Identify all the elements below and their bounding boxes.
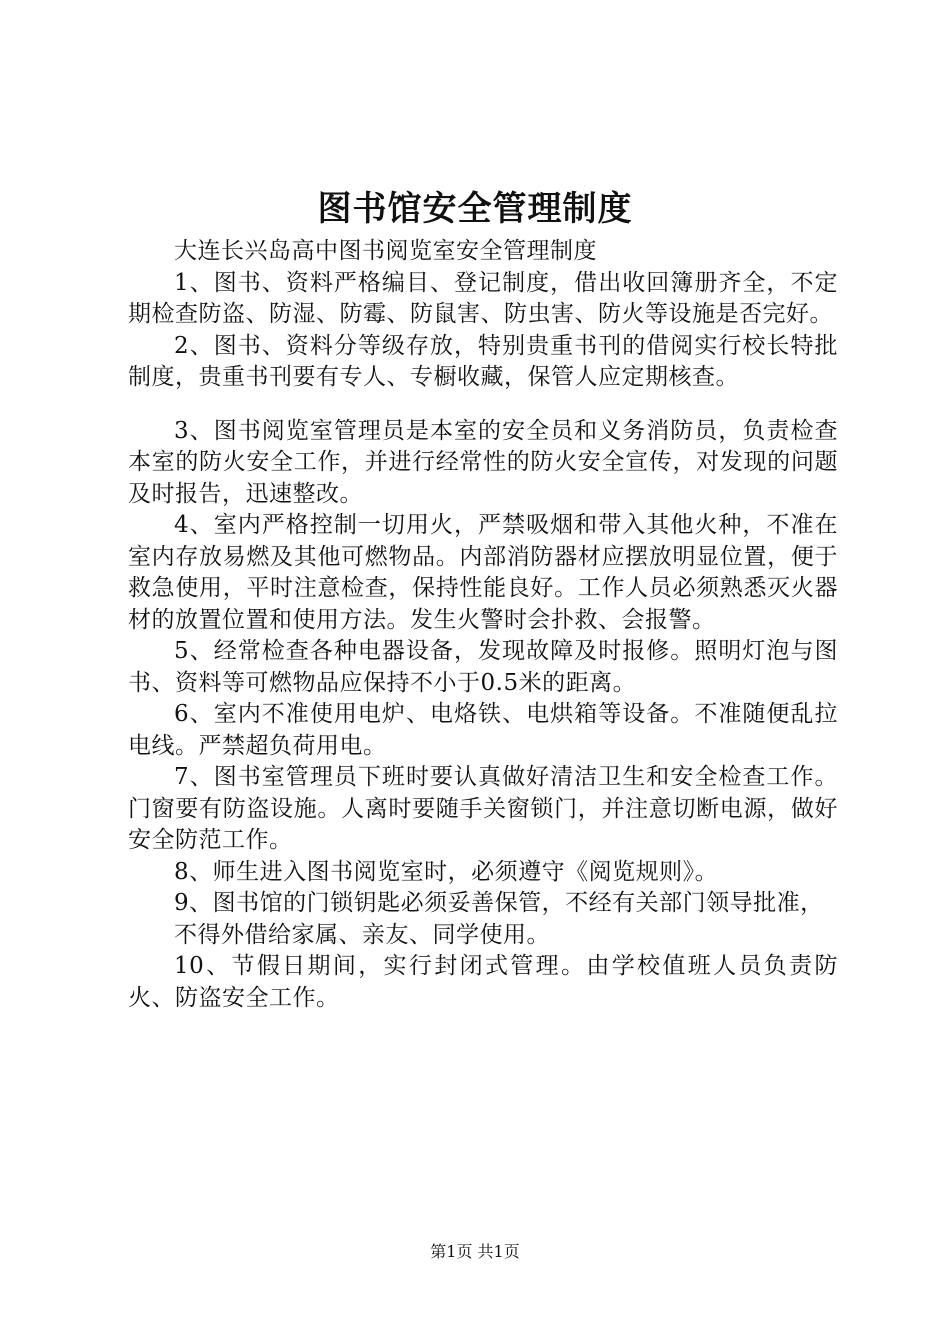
- rule-paragraph-6: 6、室内不准使用电炉、电烙铁、电烘箱等设备。不准随便乱拉电线。严禁超负荷用电。: [128, 701, 838, 759]
- rule-paragraph-5: 5、经常检查各种电器设备，发现故障及时报修。照明灯泡与图书、资料等可燃物品应保持不小于0.5米的距离。: [128, 638, 838, 696]
- subtitle-paragraph: 大连长兴岛高中图书阅览室安全管理制度: [174, 238, 597, 264]
- rule-paragraph-4: 4、室内严格控制一切用火，严禁吸烟和带入其他火种，不准在室内存放易燃及其他可燃物品。内部消防器材应摆放明显位置，便于救急使用，平时注意检查，保持性能良好。工作人员必须熟悉灭火器材的放置位置和使用方法。发生火警时会扑救、会报警。: [128, 512, 838, 633]
- document-title: 图书馆安全管理制度: [317, 189, 633, 229]
- rule-paragraph-2: 2、图书、资料分等级存放，特别贵重书刊的借阅实行校长特批制度，贵重书刊要有专人、专橱收藏，保管人应定期核查。: [128, 332, 838, 390]
- rule-paragraph-3: 3、图书阅览室管理员是本室的安全员和义务消防员，负责检查本室的防火安全工作，并进行经常性的防火安全宣传，对发现的问题及时报告，迅速整改。: [128, 417, 838, 507]
- rule-paragraph-9: 9、图书馆的门锁钥匙必须妥善保管，不经有关部门领导批准，: [174, 890, 824, 916]
- document-body: [128, 236, 838, 1014]
- rule-paragraph-10: 10、节假日期间，实行封闭式管理。由学校值班人员负责防火、防盗安全工作。: [128, 953, 838, 1011]
- rule-paragraph-1: 1、图书、资料严格编目、登记制度，借出收回簿册齐全，不定期检查防盗、防湿、防霉、防鼠害、防虫害、防火等设施是否完好。: [128, 269, 838, 327]
- rule-paragraph-7: 7、图书室管理员下班时要认真做好清洁卫生和安全检查工作。门窗要有防盗设施。人离时要随手关窗锁门，并注意切断电源，做好安全防范工作。: [128, 764, 838, 853]
- page-number-footer: 第1页 共1页: [430, 1242, 520, 1261]
- rule-paragraph-9-continued: 不得外借给家属、亲友、同学使用。: [174, 921, 550, 948]
- rule-paragraph-8: 8、师生进入图书阅览室时，必须遵守《阅览规则》。: [174, 858, 719, 885]
